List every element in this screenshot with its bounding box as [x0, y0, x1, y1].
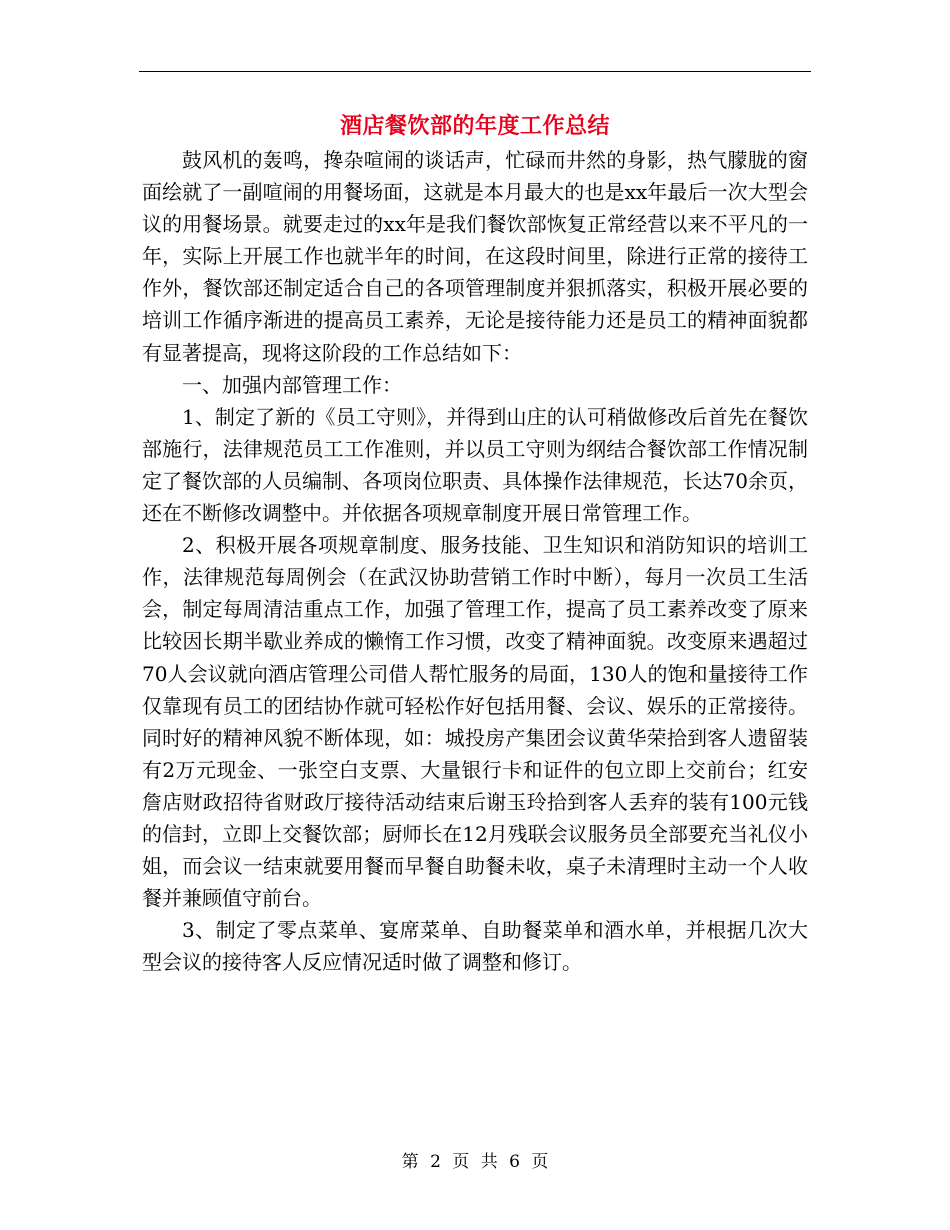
document-body	[142, 144, 808, 978]
paragraph-item-2: 2、积极开展各项规章制度、服务技能、卫生知识和消防知识的培训工作，法律规范每周例会（在武汉协助营销工作时中断），每月一次员工生活会，制定每周清洁重点工作，加强了管理工作，提高了员工素养改变了原来比较因长期半歇业养成的懒惰工作习惯，改变了精神面貌。改变原来遇超过70人会议就向酒店管理公司借人帮忙服务的局面，130人的饱和量接待工作仅靠现有员工的团结协作就可轻松作好包括用餐、会议、娱乐的正常接待。同时好的精神风貌不断体现，如：城投房产集团会议黄华荣拾到客人遗留装有2万元现金、一张空白支票、大量银行卡和证件的包立即上交前台；红安詹店财政招待省财政厅接待活动结束后谢玉玲拾到客人丢弃的装有100元钱的信封，立即上交餐饮部；厨师长在12月残联会议服务员全部要充当礼仪小姐，而会议一结束就要用餐而早餐自助餐未收，桌子未清理时主动一个人收餐并兼顾值守前台。	[142, 533, 808, 911]
document-title: 酒店餐饮部的年度工作总结	[339, 113, 610, 139]
footer-page-unit: 页	[452, 1152, 470, 1172]
page-footer	[0, 1150, 950, 1174]
paragraph-item-1: 1、制定了新的《员工守则》，并得到山庄的认可稍做修改后首先在餐饮部施行，法律规范员工工作准则，并以员工守则为纲结合餐饮部工作情况制定了餐饮部的人员编制、各项岗位职责、具体操作法律规范，长达70余页，还在不断修改调整中。并依据各项规章制度开展日常管理工作。	[142, 404, 808, 526]
header-rule	[139, 71, 811, 72]
paragraph-item-3: 3、制定了零点菜单、宴席菜单、自助餐菜单和酒水单，并根据几次大型会议的接待客人反应情况适时做了调整和修订。	[142, 918, 808, 975]
footer-page-label: 第	[401, 1152, 419, 1172]
footer-total-label: 共	[480, 1152, 498, 1172]
section-heading-internal-management: 一、加强内部管理工作：	[182, 372, 402, 397]
footer-current-page: 2	[430, 1152, 441, 1172]
paragraph-intro: 鼓风机的轰鸣，搀杂喧闹的谈话声，忙碌而井然的身影，热气朦胧的窗面绘就了一副喧闹的用餐场面，这就是本月最大的也是xx年最后一次大型会议的用餐场景。就要走过的xx年是我们餐饮部恢复正常经营以来不平凡的一年，实际上开展工作也就半年的时间，在这段时间里，除进行正常的接待工作外，餐饮部还制定适合自己的各项管理制度并狠抓落实，积极开展必要的培训工作循序渐进的提高员工素养，无论是接待能力还是员工的精神面貌都有显著提高，现将这阶段的工作总结如下：	[142, 148, 808, 365]
footer-total-unit: 页	[531, 1152, 549, 1172]
footer-total-pages: 6	[509, 1152, 520, 1172]
